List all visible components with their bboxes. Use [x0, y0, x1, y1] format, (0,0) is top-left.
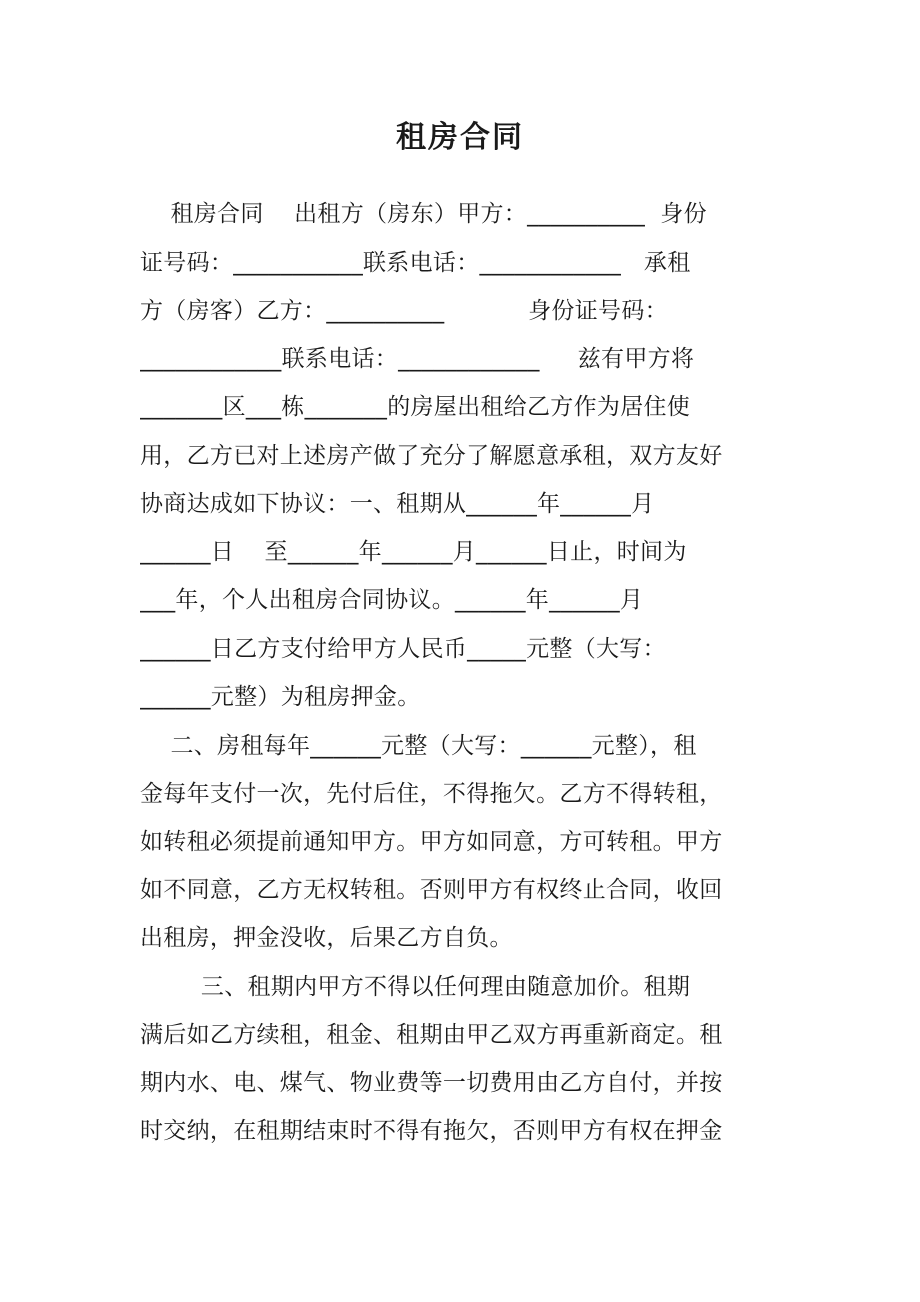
text-line: 证号码：___________联系电话：____________ 承租 — [140, 250, 691, 276]
text-line: ______日 至______年______月______日止，时间为 — [140, 539, 687, 565]
text-line: 期内水、电、煤气、物业费等一切费用由乙方自付，并按 — [140, 1070, 723, 1096]
text-line: 三、租期内甲方不得以任何理由随意加价。租期 — [140, 974, 691, 1000]
text-line: 出租房，押金没收，后果乙方自负。 — [140, 925, 513, 951]
text-line: 用，乙方已对上述房产做了充分了解愿意承租，双方友好 — [140, 443, 723, 469]
text-line: 金每年支付一次，先付后住，不得拖欠。乙方不得转租， — [140, 781, 723, 807]
text-line: ____________联系电话：____________ 兹有甲方将 — [140, 346, 695, 372]
text-line: 如转租必须提前通知甲方。甲方如同意，方可转租。甲方 — [140, 829, 723, 855]
text-line: 租房合同 出租方（房东）甲方：__________ 身份 — [140, 201, 707, 227]
text-line: _______区___栋_______的房屋出租给乙方作为居住使 — [140, 394, 691, 420]
text-line: 协商达成如下协议：一、租期从______年______月 — [140, 491, 655, 517]
document-title: 租房合同 — [396, 120, 524, 155]
text-line: ___年，个人出租房合同协议。______年______月 — [140, 587, 644, 613]
text-line: 方（房客）乙方：__________ 身份证号码： — [140, 298, 668, 324]
text-line: 满后如乙方续租，租金、租期由甲乙双方再重新商定。租 — [140, 1022, 723, 1048]
text-line: 如不同意，乙方无权转租。否则甲方有权终止合同，收回 — [140, 877, 723, 903]
text-line: 二、房租每年______元整（大写：______元整），租 — [140, 733, 697, 759]
text-line: 时交纳，在租期结束时不得有拖欠，否则甲方有权在押金 — [140, 1118, 723, 1144]
text-line: ______日乙方支付给甲方人民币_____元整（大写： — [140, 636, 666, 662]
text-line: ______元整）为租房押金。 — [140, 684, 421, 710]
